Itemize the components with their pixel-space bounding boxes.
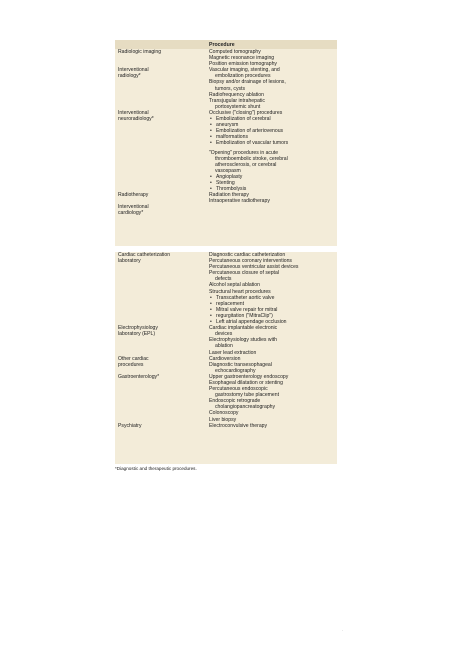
- procedure-item: Electrophysiology studies with: [209, 337, 277, 344]
- procedure-bullet-continuation: • replacement: [209, 301, 335, 307]
- procedure-item-continuation: ablation: [215, 343, 233, 350]
- procedure-item: Diagnostic transesophageal: [209, 361, 272, 368]
- row-label: [118, 49, 206, 55]
- procedure-item-continuation: gastrostomy tube placement: [215, 392, 279, 399]
- procedure-item-continuation: devices: [215, 331, 233, 338]
- procedure-item: Cardiac implantable electronic: [209, 325, 278, 332]
- table-row: [115, 110, 337, 192]
- procedure-item: Endoscopic retrograde: [209, 398, 261, 405]
- row-label-line: Radiotherapy: [118, 192, 149, 199]
- procedure-item-continuation: tumors, cysts: [215, 85, 246, 92]
- procedure-list: [209, 204, 335, 216]
- procedure-item-continuation: portosystemic shunt: [215, 103, 261, 110]
- procedure-item-continuation: thromboembolic stroke, cerebral: [215, 155, 288, 162]
- row-label-line: laboratory (EPL): [118, 331, 156, 338]
- procedure-bullet-item: • Thrombolysis: [209, 186, 335, 192]
- procedure-item: Upper gastroenterology endoscopy: [209, 373, 289, 380]
- procedure-item-continuation: defects: [215, 276, 232, 283]
- table-row: [115, 67, 337, 110]
- procedure-item-continuation: embolization procedures: [215, 73, 271, 80]
- procedure-item: Laser lead extraction: [209, 349, 257, 356]
- row-label: [118, 252, 206, 264]
- procedure-item: Structural heart procedures: [209, 288, 271, 295]
- table-row: [115, 356, 337, 374]
- row-label-line: neuroradiology*: [118, 116, 154, 123]
- row-label: [118, 110, 206, 122]
- row-label: [118, 67, 206, 79]
- procedure-bullet-item: • Embolization of arteriovenous: [209, 128, 335, 134]
- row-label-line: Cardiac catheterization: [118, 252, 171, 258]
- table-row: [115, 252, 337, 325]
- procedure-item: Intraoperative radiotherapy: [209, 198, 270, 205]
- procedure-item-continuation: atherosclerosis, or cerebral: [215, 161, 277, 168]
- procedure-bullet-item: • Stenting: [209, 180, 335, 186]
- procedure-bullet-continuation: • aneurysm: [209, 122, 335, 128]
- row-label: [118, 356, 206, 368]
- row-label-line: Interventional: [118, 67, 149, 74]
- procedure-item: Esophageal dilatation or stenting: [209, 379, 283, 386]
- procedure-item: Percutaneous coronary interventions: [209, 258, 292, 265]
- row-label-line: procedures: [118, 361, 144, 368]
- table-footnote: *Diagnostic and therapeutic procedures.: [115, 466, 197, 471]
- procedure-list: [209, 423, 335, 429]
- row-label: [118, 204, 206, 216]
- procedure-item: Percutaneous closure of septal: [209, 270, 279, 277]
- procedure-list: [209, 252, 335, 325]
- procedure-item: "Opening" procedures in acute: [209, 149, 279, 156]
- table-lower-part: [115, 252, 337, 464]
- procedure-item: Transjugular intrahepatic: [209, 97, 265, 104]
- table-upper-part: [115, 40, 337, 246]
- procedure-list: [209, 67, 335, 110]
- row-label: [118, 423, 206, 429]
- row-label-line: Electrophysiology: [118, 325, 158, 332]
- procedure-item: Magnetic resonance imaging: [209, 55, 275, 62]
- procedure-item: [209, 210, 335, 216]
- procedure-item: Occlusive ("closing") procedures: [209, 109, 283, 116]
- page-mark: .: [342, 627, 344, 632]
- procedure-column-header: Procedure: [209, 41, 235, 48]
- table-row: [115, 192, 337, 204]
- procedure-bullet-item: • Transcatheter aortic valve: [209, 295, 335, 301]
- table-lower-body: [115, 252, 337, 429]
- procedure-item: Biopsy and/or drainage of lesions,: [209, 79, 286, 86]
- procedure-bullet-continuation: • malformations: [209, 134, 335, 140]
- procedure-item: Position emission tomography: [209, 61, 277, 68]
- procedure-list: [209, 192, 335, 204]
- procedure-item: Radiation therapy: [209, 192, 249, 199]
- row-label: [118, 325, 206, 337]
- row-label-line: Other cardiac: [118, 355, 149, 362]
- procedure-bullet-item: • Angioplasty: [209, 174, 335, 180]
- procedure-bullet-item: • Embolization of cerebral: [209, 116, 335, 122]
- procedure-item: Electroconvulsive therapy: [209, 422, 268, 429]
- row-label-line: cardiology*: [118, 210, 144, 217]
- procedure-item: Radiofrequency ablation: [209, 91, 264, 98]
- procedure-item: Alcohol septal ablation: [209, 282, 260, 289]
- table-header: [115, 40, 337, 49]
- table-row: [115, 374, 337, 423]
- table-upper-body: [115, 49, 337, 217]
- procedure-item-continuation: echocardiography: [215, 367, 256, 374]
- row-label-line: Psychiatry: [118, 422, 142, 429]
- procedure-item: Liver biopsy: [209, 416, 237, 423]
- procedure-list: [209, 325, 335, 355]
- procedure-item: Diagnostic cardiac catheterization: [209, 252, 286, 258]
- table-row: [115, 204, 337, 216]
- row-label-line: Interventional: [118, 109, 149, 116]
- row-label: [118, 192, 206, 198]
- procedure-item: Computed tomography: [209, 49, 261, 55]
- procedure-list: [209, 374, 335, 423]
- procedure-item-continuation: vasospasm: [215, 167, 241, 174]
- table-row: [115, 423, 337, 429]
- procedure-item: Percutaneous ventricular assist devices: [209, 264, 299, 271]
- procedure-bullet-continuation: • regurgitation ("MitraClip"): [209, 313, 335, 319]
- row-label-line: Gastroenterology*: [118, 373, 160, 380]
- procedure-bullet-item: • Embolization of vascular tumors: [209, 140, 335, 146]
- procedure-item: Cardioversion: [209, 355, 241, 362]
- procedure-bullet-item: • Mitral valve repair for mitral: [209, 307, 335, 313]
- procedure-list: [209, 356, 335, 374]
- procedure-list: [209, 49, 335, 67]
- row-label-line: Radiologic imaging: [118, 49, 162, 55]
- row-label-line: Interventional: [118, 204, 149, 211]
- row-label-line: laboratory: [118, 258, 141, 265]
- procedure-list: [209, 110, 335, 192]
- table-row: [115, 49, 337, 67]
- procedure-item-continuation: cholangiopancreatography: [215, 404, 276, 411]
- row-label: [118, 374, 206, 380]
- procedure-bullet-item: • Left atrial appendage occlusion: [209, 319, 335, 325]
- row-label-line: radiology*: [118, 73, 141, 80]
- table-row: [115, 325, 337, 355]
- procedure-item: Colonoscopy: [209, 410, 239, 417]
- procedure-item: Vascular imaging, stenting, and: [209, 67, 280, 74]
- procedure-item: Percutaneous endoscopic: [209, 386, 268, 393]
